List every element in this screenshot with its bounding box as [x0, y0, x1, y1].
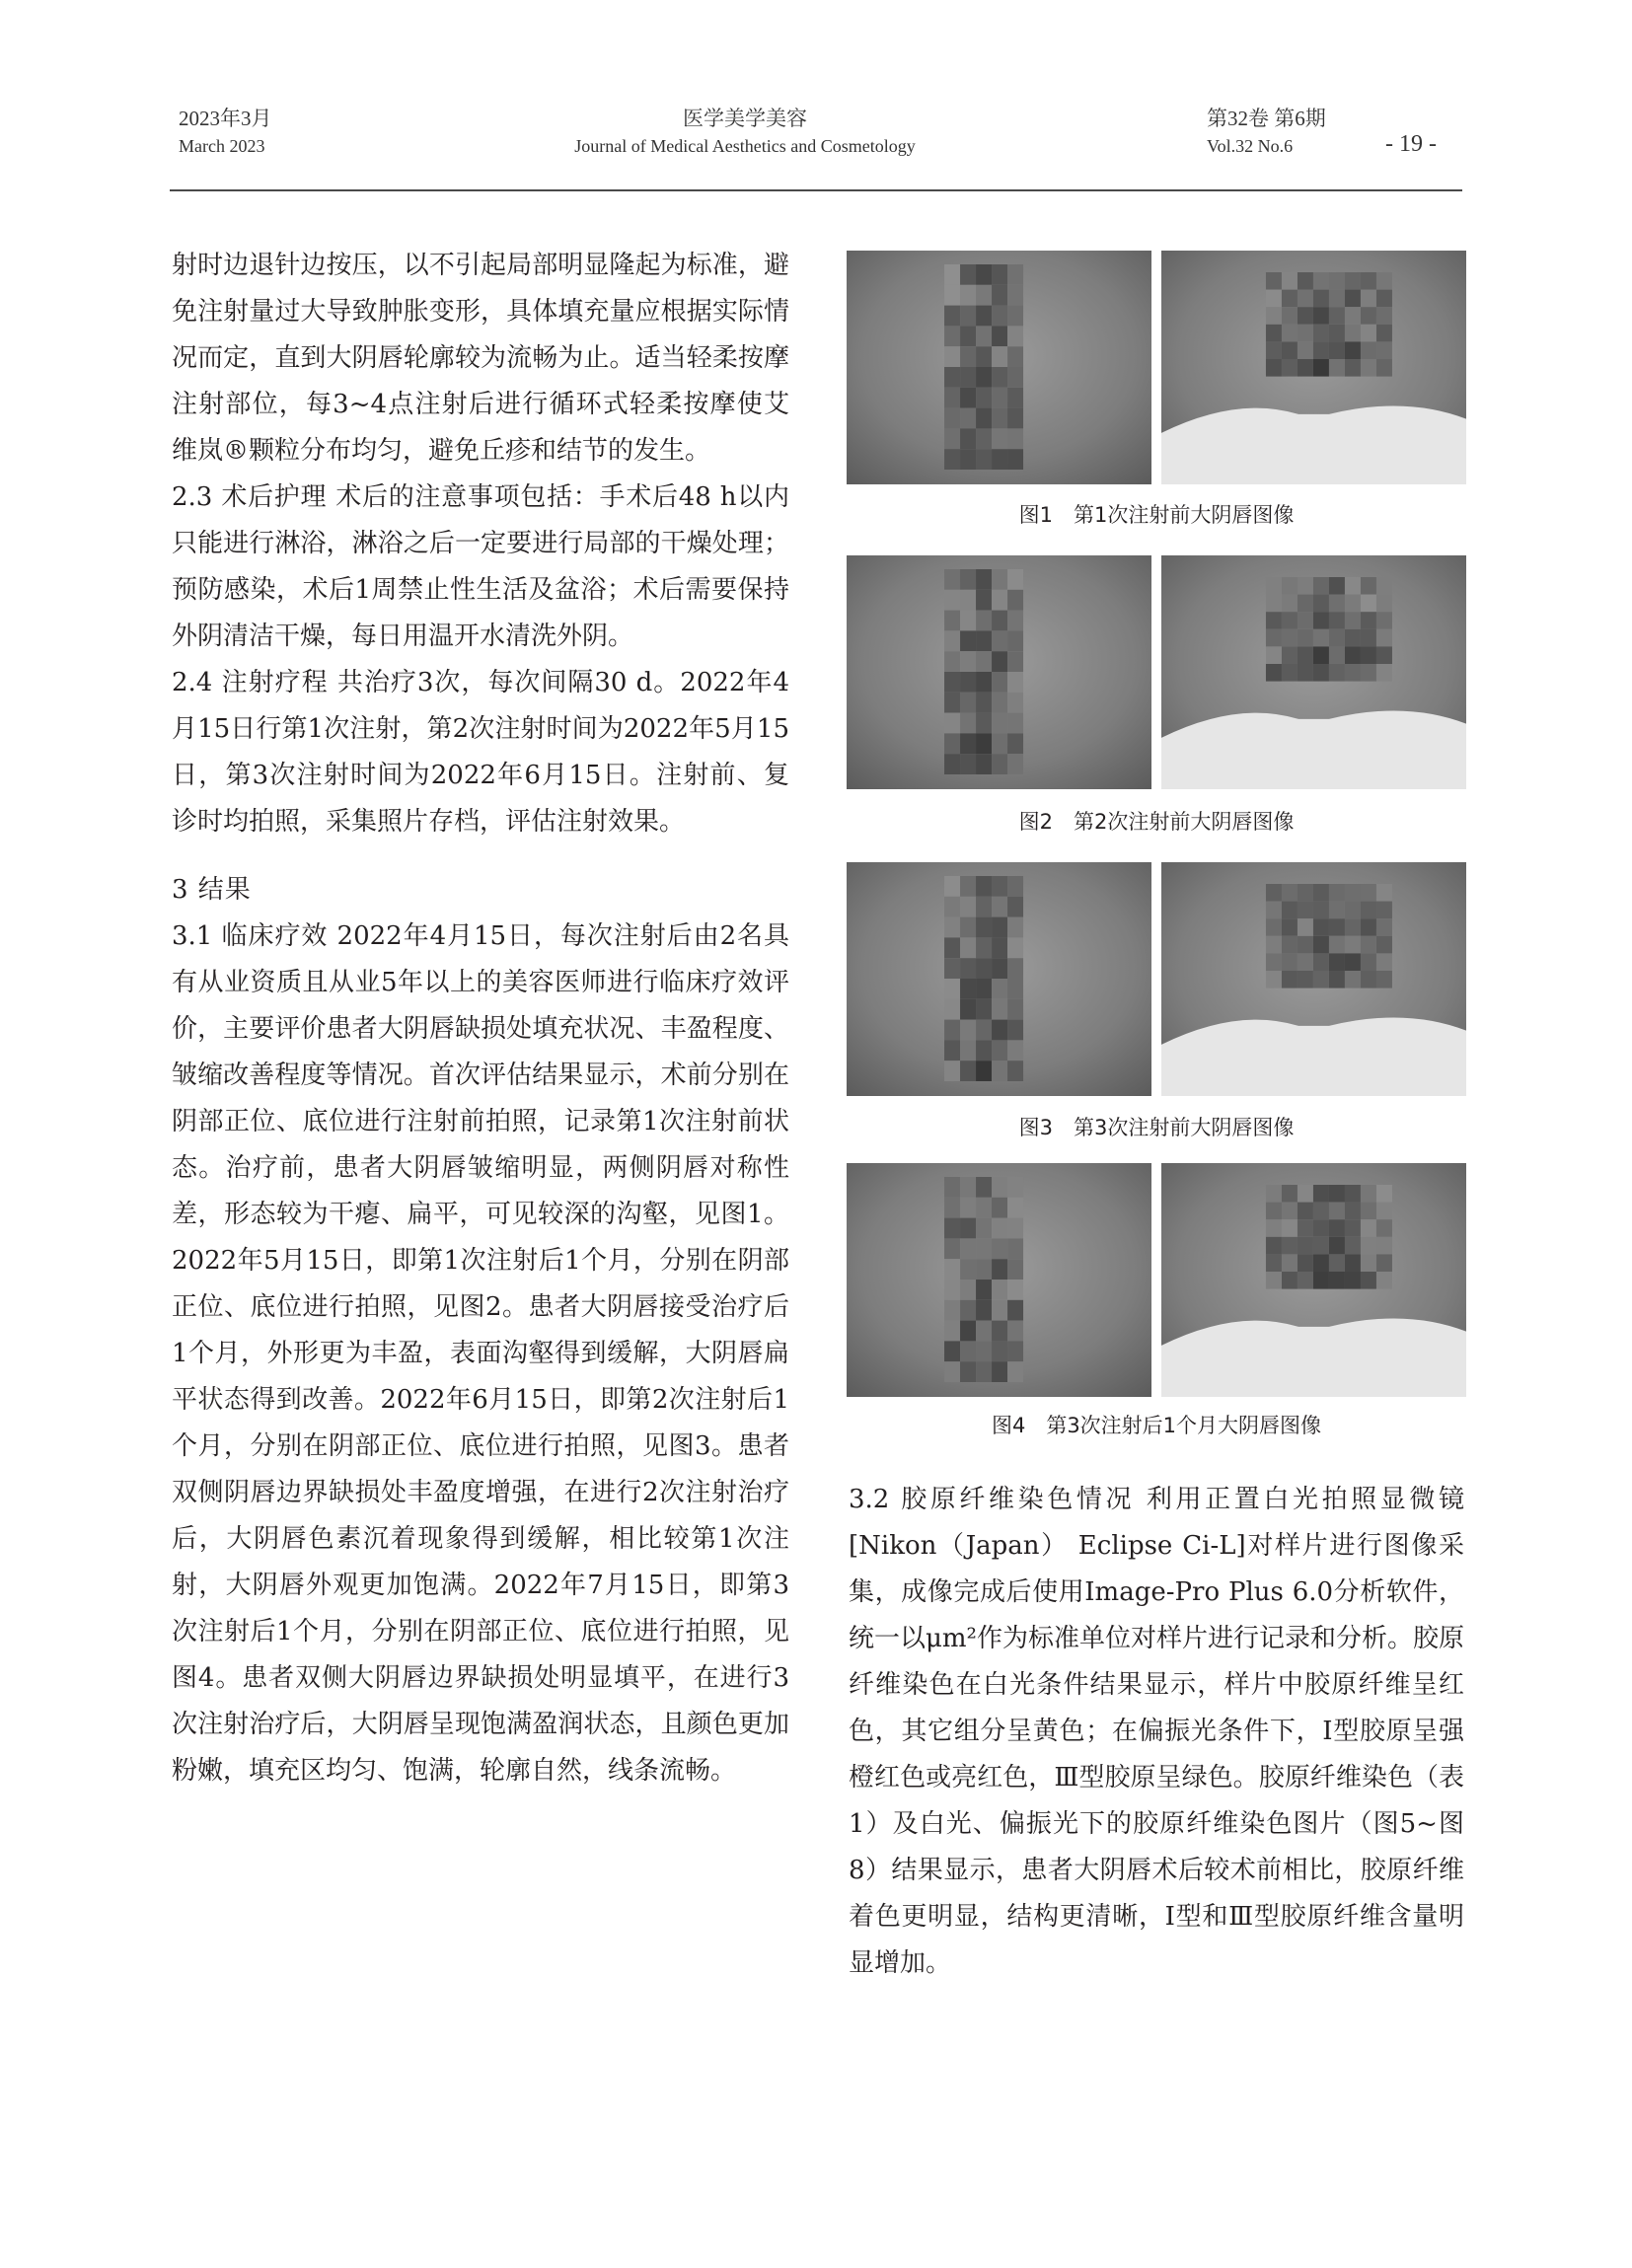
right-text-column — [849, 1477, 1464, 1987]
figure-2 — [847, 555, 1466, 834]
figure-3-frontal-photo — [847, 862, 1151, 1096]
running-header-left — [179, 104, 272, 159]
figure-1-caption: 图1 第1次注射前大阴唇图像 — [1018, 503, 1295, 527]
header-volume-cn: 第32卷 第6期 — [1207, 107, 1326, 130]
header-date-en: March 2023 — [179, 136, 265, 156]
header-journal-en: Journal of Medical Aesthetics and Cosmetology — [574, 136, 916, 156]
figure-3-caption: 图3 第3次注射前大阴唇图像 — [1018, 1116, 1295, 1139]
paragraph-clinical-efficacy: 3.1 临床疗效 2022年4月15日，每次注射后由2名具有从业资质且从业5年以上的美容医师进行临床疗效评价，主要评价患者大阴唇缺损处填充状况、丰盈程度、皱缩改善程度等情况。首次评估结果显示，术前分别在阴部正位、底位进行注射前拍照，记录第1次注射前状态。治疗前，患者大阴唇皱缩明显，两侧阴唇对称性差，形态较为干瘪、扁平，可见较深的沟壑，见图1。2022年5月15日，即第1次注射后1个月，分别在阴部正位、底位进行拍照，见图2。患者大阴唇接受治疗后1个月，外形更为丰盈，表面沟壑得到缓解，大阴唇扁平状态得到改善。2022年6月15日，即第2次注射后1个月，分别在阴部正位、底位进行拍照，见图3。患者双侧阴唇边界缺损处丰盈度增强，在进行2次注射治疗后，大阴唇色素沉着现象得到缓解，相比较第1次注射，大阴唇外观更加饱满。2022年7月15日，即第3次注射后1个月，分别在阴部正位、底位进行拍照，见图4。患者双侧大阴唇边界缺损处明显填平，在进行3次注射治疗后，大阴唇呈现饱满盈润状态，且颜色更加粉嫩，填充区均匀、饱满，轮廓自然，线条流畅。 — [172, 921, 789, 1786]
paragraph-collagen-staining: 3.2 胶原纤维染色情况 利用正置白光拍照显微镜[Nikon（Japan） Eclipse Ci-L]对样片进行图像采集，成像完成后使用Image-Pro Plus 6.0分析软件，统一以μm²作为标准单位对样片进行记录和分析。胶原纤维染色在白光条件结果显示，样片中胶原纤维呈红色，其它组分呈黄色；在偏振光条件下，Ⅰ型胶原呈强橙红色或亮红色，Ⅲ型胶原呈绿色。胶原纤维染色（表1）及白光、偏振光下的胶原纤维染色图片（图5~图8）结果显示，患者大阴唇术后较术前相比，胶原纤维着色更明显，结构更清晰，Ⅰ型和Ⅲ型胶原纤维含量明显增加。 — [849, 1485, 1464, 1978]
figure-1-bottom-photo — [1161, 251, 1466, 484]
section-heading-results: 3 结果 — [172, 875, 252, 905]
figure-1-frontal-photo — [847, 251, 1151, 484]
figure-3-bottom-photo — [1161, 862, 1466, 1096]
header-date-cn: 2023年3月 — [179, 107, 272, 130]
figure-1 — [847, 251, 1466, 527]
page-number: - 19 - — [1385, 131, 1437, 157]
left-text-column — [172, 243, 789, 1794]
figure-2-bottom-photo — [1161, 555, 1466, 789]
header-rule — [170, 189, 1462, 191]
running-header-center — [567, 104, 923, 159]
paragraph-injection-method: 射时边退针边按压，以不引起局部明显隆起为标准，避免注射量过大导致肿胀变形，具体填充量应根据实际情况而定，直到大阴唇轮廓较为流畅为止。适当轻柔按摩注射部位，每3~4点注射后进行循环式轻柔按摩使艾维岚®颗粒分布均匀，避免丘疹和结节的发生。 — [172, 251, 789, 466]
header-journal-cn: 医学美学美容 — [683, 107, 807, 130]
paragraph-injection-course: 2.4 注射疗程 共治疗3次，每次间隔30 d。2022年4月15日行第1次注射，第2次注射时间为2022年5月15日，第3次注射时间为2022年6月15日。注射前、复诊时均拍照，采集照片存档，评估注射效果。 — [172, 668, 789, 837]
figure-2-caption: 图2 第2次注射前大阴唇图像 — [1018, 810, 1295, 834]
figure-3 — [847, 862, 1466, 1139]
figure-4 — [847, 1163, 1466, 1437]
figure-4-caption: 图4 第3次注射后1个月大阴唇图像 — [991, 1414, 1322, 1437]
figure-4-frontal-photo — [847, 1163, 1151, 1397]
header-volume-en: Vol.32 No.6 — [1207, 136, 1294, 156]
running-header-right — [1207, 104, 1326, 159]
figure-2-frontal-photo — [847, 555, 1151, 789]
paragraph-postoperative-care: 2.3 术后护理 术后的注意事项包括：手术后48 h以内只能进行淋浴，淋浴之后一定要进行局部的干燥处理；预防感染，术后1周禁止性生活及盆浴；术后需要保持外阴清洁干燥，每日用温开水清洗外阴。 — [172, 482, 789, 651]
figure-4-bottom-photo — [1161, 1163, 1466, 1397]
